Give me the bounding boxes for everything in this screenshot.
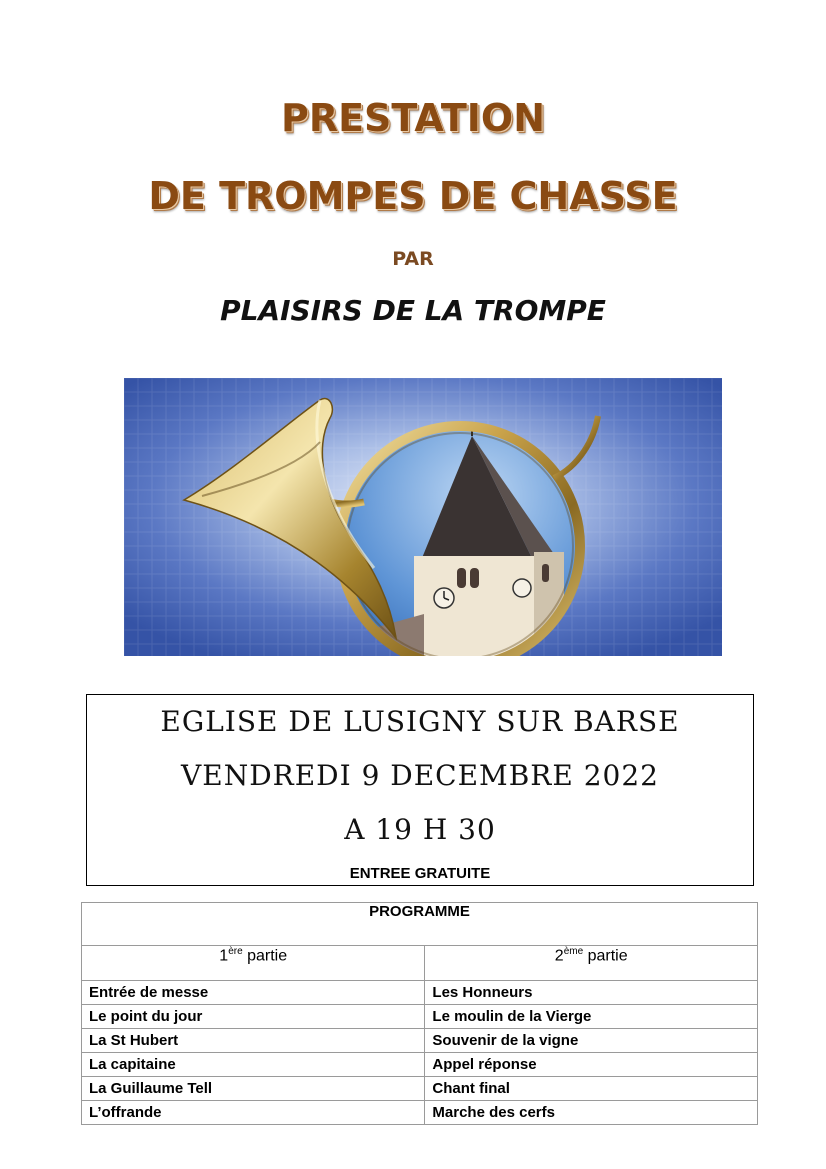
part-2-item: Appel réponse: [425, 1053, 758, 1077]
admission-label: ENTREE GRATUITE: [349, 865, 491, 882]
part-1-header: [82, 946, 425, 981]
table-row: [82, 1101, 758, 1125]
parts-header-row: [82, 946, 758, 981]
by-label: PAR: [392, 248, 434, 270]
part-1-item: La capitaine: [82, 1053, 425, 1077]
hunting-horn-church-photo: [124, 378, 722, 656]
table-row: [82, 1077, 758, 1101]
table-row: [82, 1029, 758, 1053]
title-line-2: DE TROMPES DE CHASSE: [148, 174, 678, 218]
part-2-item: Souvenir de la vigne: [425, 1029, 758, 1053]
event-time: A 19 H 30: [344, 813, 496, 846]
part-2-number: 2: [554, 947, 564, 965]
part-2-item: Les Honneurs: [425, 981, 758, 1005]
event-date: VENDREDI 9 DECEMBRE 2022: [181, 759, 659, 792]
event-info-box: [86, 694, 754, 886]
programme-title: PROGRAMME: [82, 903, 758, 946]
table-row: [82, 1005, 758, 1029]
title-line-1: PRESTATION: [280, 96, 546, 140]
part-1-item: Entrée de messe: [82, 981, 425, 1005]
part-2-header: [425, 946, 758, 981]
part-1-item: La Guillaume Tell: [82, 1077, 425, 1101]
part-1-item: L’offrande: [82, 1101, 425, 1125]
event-place: EGLISE DE LUSIGNY SUR BARSE: [160, 705, 680, 738]
part-1-number: 1: [219, 947, 229, 965]
group-name: PLAISIRS DE LA TROMPE: [220, 294, 606, 327]
part-1-label: partie: [242, 947, 288, 965]
part-2-item: Le moulin de la Vierge: [425, 1005, 758, 1029]
part-1-item: Le point du jour: [82, 1005, 425, 1029]
table-row: [82, 981, 758, 1005]
part-2-item: Marche des cerfs: [425, 1101, 758, 1125]
programme-table: [81, 902, 758, 1125]
part-2-suffix: ème: [563, 946, 584, 957]
part-2-label: partie: [583, 947, 628, 965]
programme-title-row: [82, 903, 758, 946]
part-1-suffix: ère: [228, 946, 243, 957]
table-row: [82, 1053, 758, 1077]
part-1-item: La St Hubert: [82, 1029, 425, 1053]
part-2-item: Chant final: [425, 1077, 758, 1101]
